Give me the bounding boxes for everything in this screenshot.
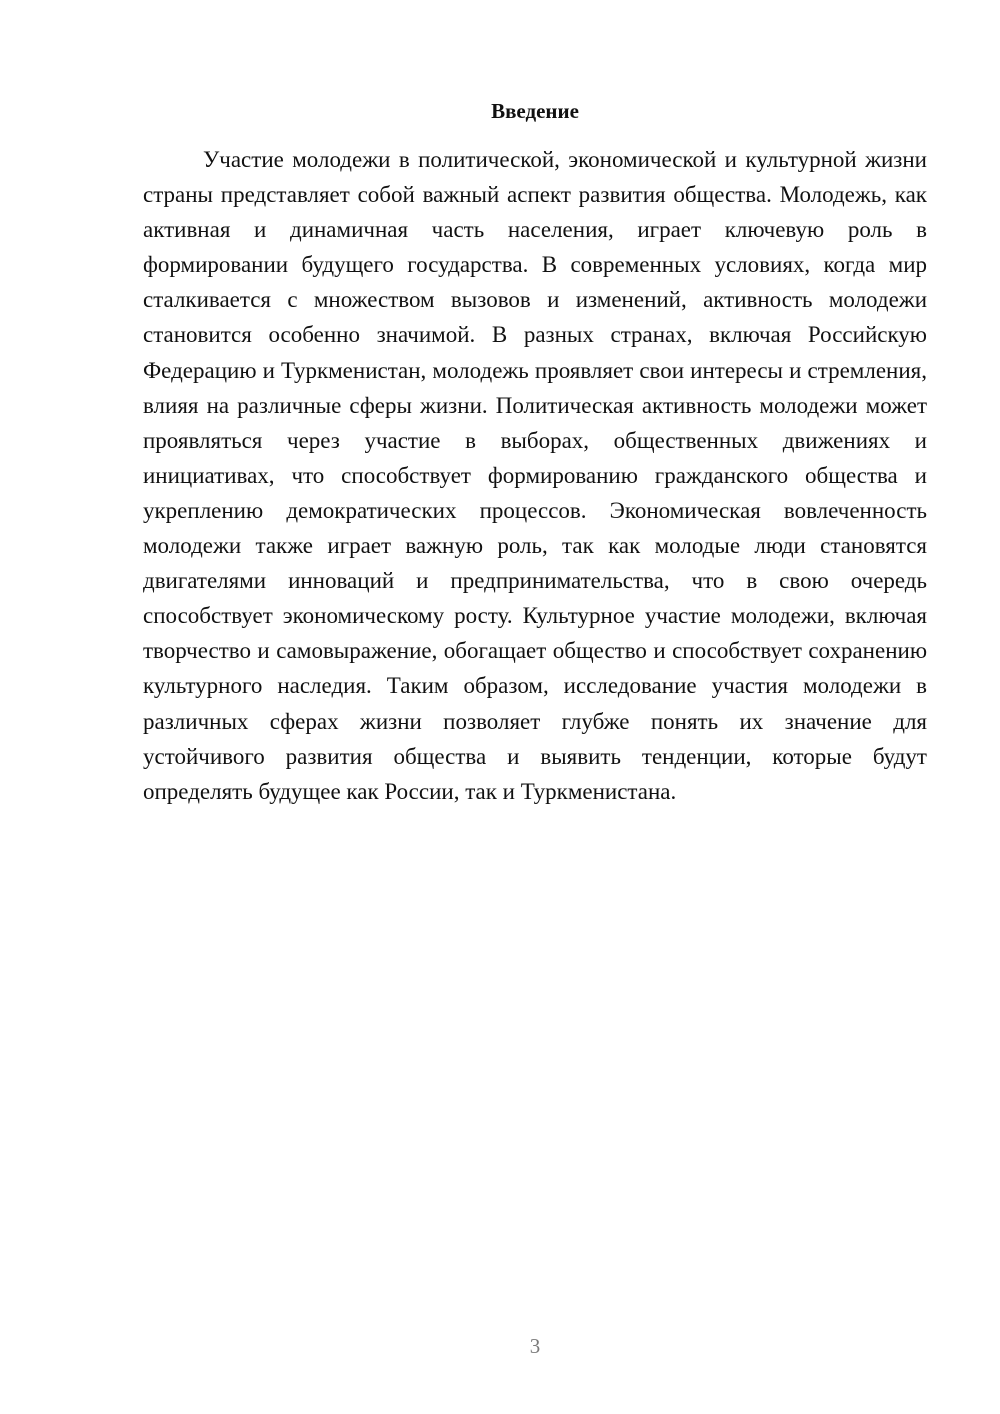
body-paragraph: Участие молодежи в политической, экономической и культурной жизни страны представляет собой важный аспект развития общества. Молодежь, как активная и динамичная часть населения, играет ключевую роль в формировании будущего государства. В современных условиях, когда мир сталкивается с множеством вызовов и изменений, активность молодежи становится особенно значимой. В разных странах, включая Российскую Федерацию и Туркменистан, молодежь проявляет свои интересы и стремления, влияя на различные сферы жизни. Политическая активность молодежи может проявляться через участие в выборах, общественных движениях и инициативах, что способствует формированию гражданского общества и укреплению демократических процессов. Экономическая вовлеченность молодежи также играет важную роль, так как молодые люди становятся двигателями инноваций и предпринимательства, что в свою очередь способствует экономическому росту. Культурное участие молодежи, включая творчество и самовыражение, обогащает общество и способствует сохранению культурного наследия. Таким образом, исследование участия молодежи в различных сферах жизни позволяет глубже понять их значение для устойчивого развития общества и выявить тенденции, которые будут определять будущее как России, так и Туркменистана. <box>143 147 927 804</box>
section-heading: Введение <box>491 99 579 123</box>
page-number: 3 <box>529 1334 541 1358</box>
